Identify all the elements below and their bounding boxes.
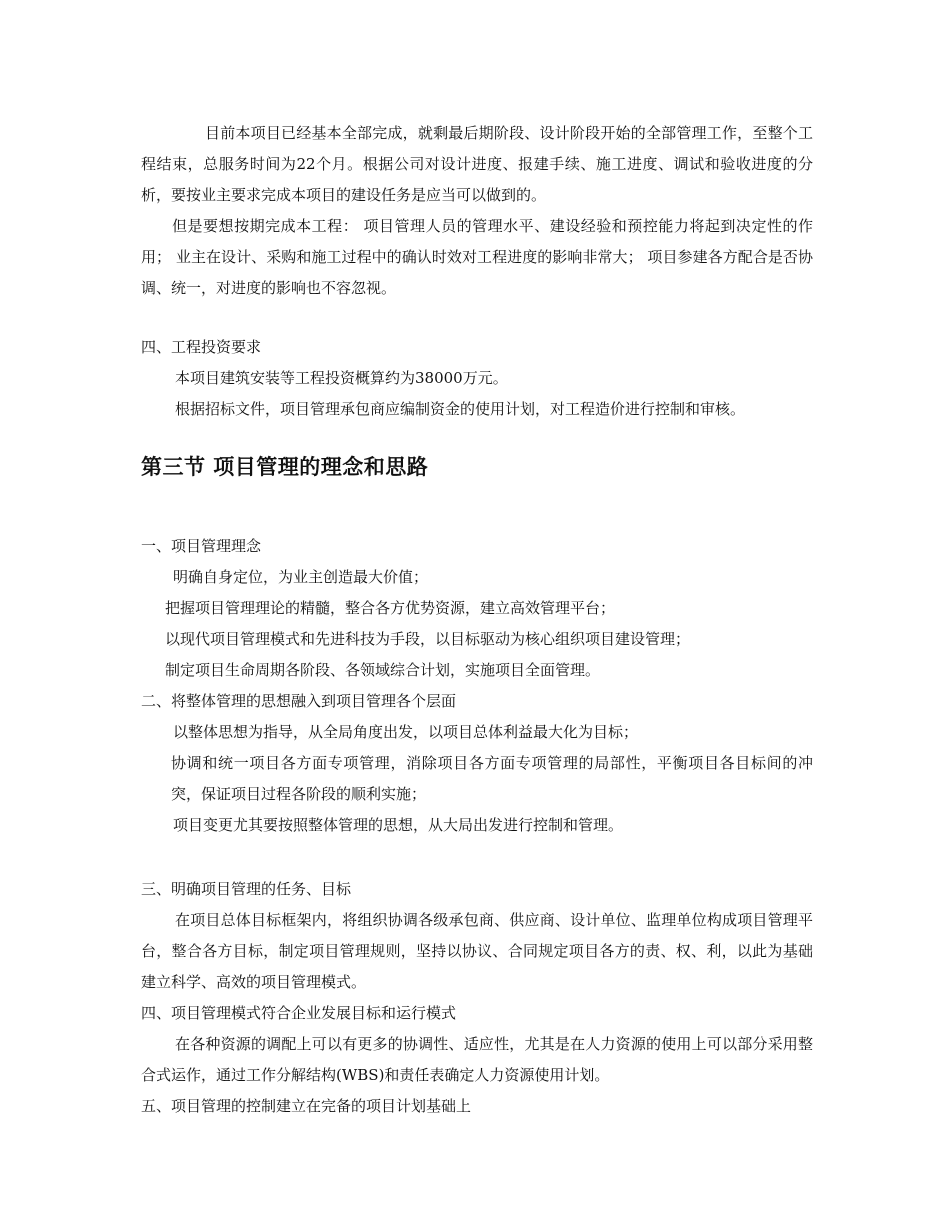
integration-item: 协调和统一项目各方面专项管理，消除项目各方面专项管理的局部性，平衡项目各目标间的冲突，保证项目过程各阶段的顺利实施；	[171, 754, 813, 803]
concept-item: 明确自身定位，为业主创造最大价值；	[173, 568, 429, 586]
concept-item: 把握项目管理理论的精髓，整合各方优势资源，建立高效管理平台；	[165, 599, 616, 617]
mode-body: 在各种资源的调配上可以有更多的协调性、适应性，尤其是在人力资源的使用上可以部分采用整合式运作，通过工作分解结构(WBS)和责任表确定人力资源使用计划。	[141, 1035, 813, 1084]
investment-plan-line: 根据招标文件，项目管理承包商应编制资金的使用计划，对工程造价进行控制和审核。	[175, 400, 746, 418]
document-body	[141, 118, 813, 1122]
paragraph-schedule-factors: 但是要想按期完成本工程： 项目管理人员的管理水平、建设经验和预控能力将起到决定性的作用； 业主在设计、采购和施工过程中的确认时效对工程进度的影响非常大； 项目参建各方配合是否协调、统一，对进度的影响也不容忽视。	[141, 217, 813, 297]
mode-heading: 四、项目管理模式符合企业发展目标和运行模式	[141, 1004, 457, 1022]
paragraph-schedule-status: 目前本项目已经基本全部完成，就剩最后期阶段、设计阶段开始的全部管理工作，至整个工程结束，总服务时间为22个月。根据公司对设计进度、报建手续、施工进度、调试和验收进度的分析，要按业主要求完成本项目的建设任务是应当可以做到的。	[141, 124, 813, 204]
concept-item: 制定项目生命周期各阶段、各领域综合计划，实施项目全面管理。	[165, 661, 601, 679]
integration-item: 以整体思想为指导，从全局角度出发，以项目总体利益最大化为目标；	[173, 723, 639, 741]
tasks-body: 在项目总体目标框架内，将组织协调各级承包商、供应商、设计单位、监理单位构成项目管理平台，整合各方目标，制定项目管理规则，坚持以协议、合同规定项目各方的责、权、利，以此为基础建立科学、高效的项目管理模式。	[141, 911, 813, 991]
investment-heading: 四、工程投资要求	[141, 338, 262, 356]
concept-item: 以现代项目管理模式和先进科技为手段，以目标驱动为核心组织项目建设管理；	[165, 630, 691, 648]
integration-heading: 二、将整体管理的思想融入到项目管理各个层面	[141, 692, 457, 710]
integration-item: 项目变更尤其要按照整体管理的思想，从大局出发进行控制和管理。	[173, 816, 624, 834]
investment-budget-line: 本项目建筑安装等工程投资概算约为38000万元。	[175, 369, 508, 387]
section-title: 第三节 项目管理的理念和思路	[141, 455, 429, 479]
control-heading: 五、项目管理的控制建立在完备的项目计划基础上	[141, 1097, 472, 1115]
tasks-heading: 三、明确项目管理的任务、目标	[141, 880, 352, 898]
concept-heading: 一、项目管理理念	[141, 537, 262, 555]
